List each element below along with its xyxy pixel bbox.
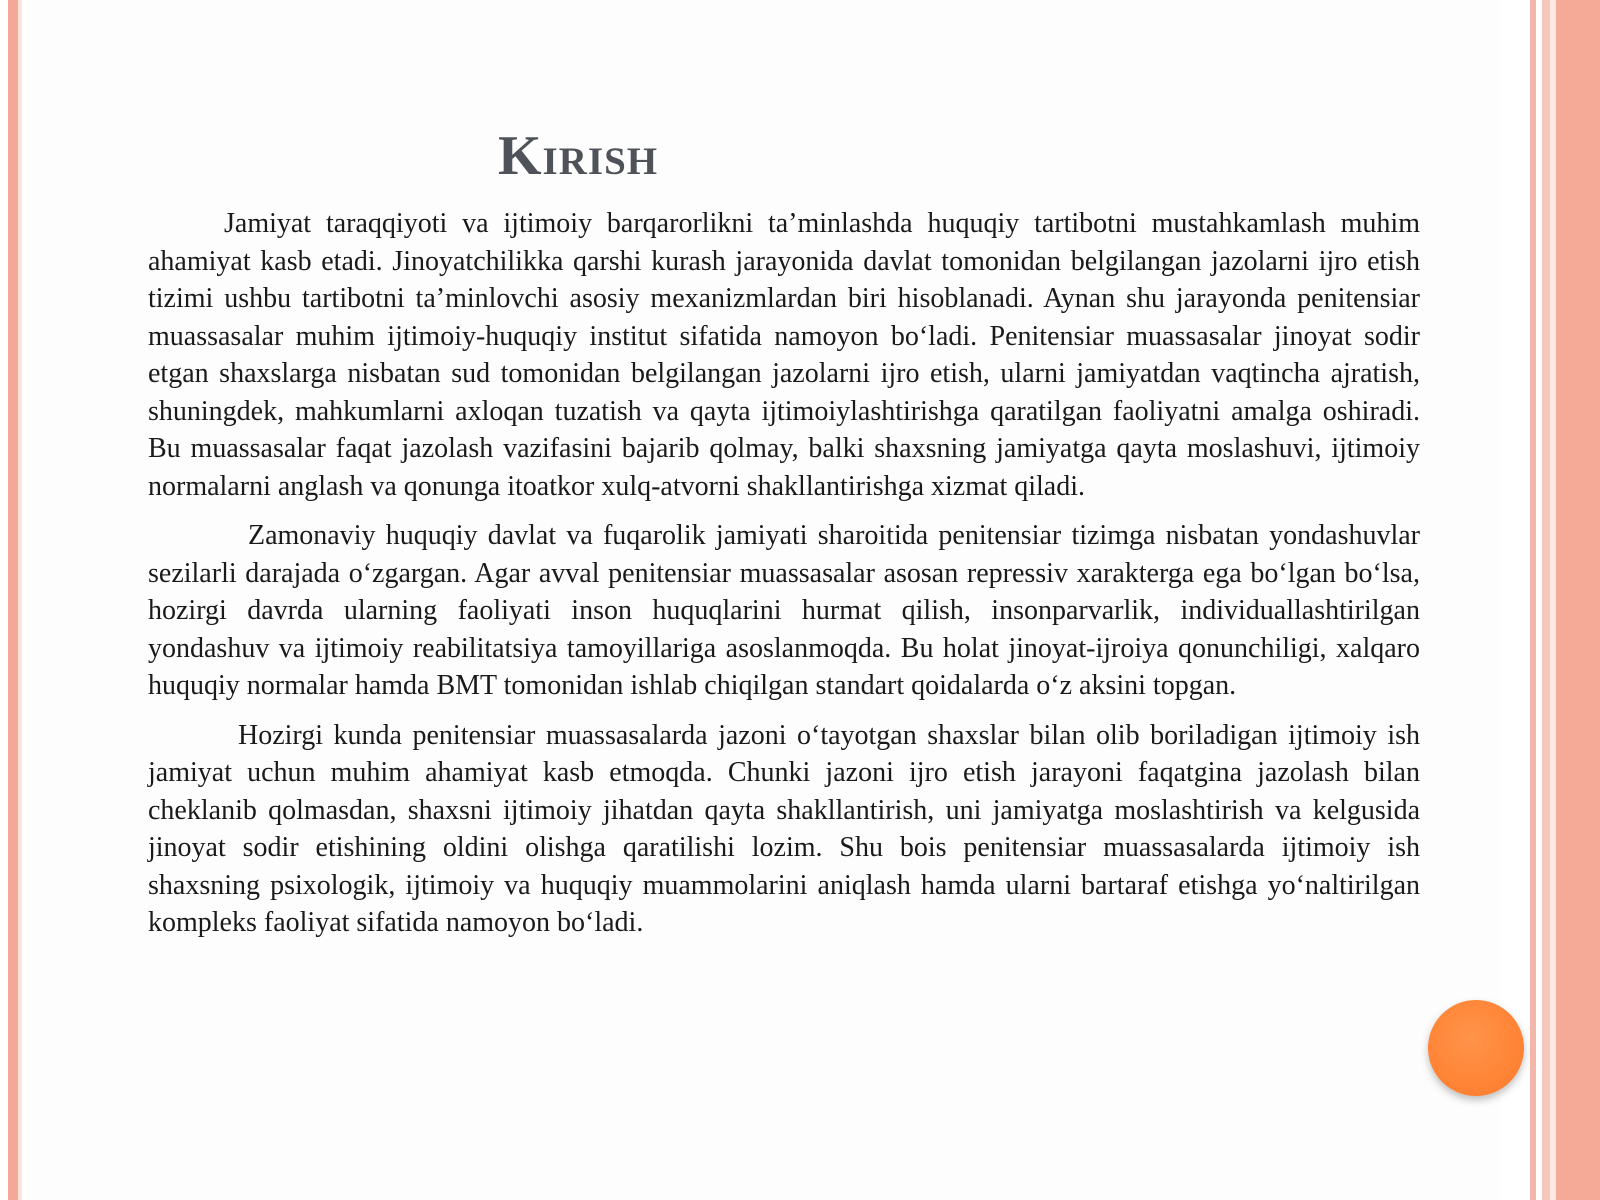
left-decorative-bar: [0, 0, 26, 1200]
slide-body: [148, 205, 1420, 954]
paragraph-2: Zamonaviy huquqiy davlat va fuqarolik jamiyati sharoitida penitensiar tizimga nisbatan yondashuvlar sezilarli darajada o‘zgargan. Agar avval penitensiar muassasalar asosan repressiv xarakterga ega bo‘lgan bo‘lsa, hozirgi davrda ularning faoliyati inson huquqlarini hurmat qilish, insonparvarlik, individuallashtirilgan yondashuv va ijtimoiy reabilitatsiya tamoyillariga asoslanmoqda. Bu holat jinoyat-ijroiya qonunchiligi, xalqaro huquqiy normalar hamda BMT tomonidan ishlab chiqilgan standart qoidalarda o‘z aksini topgan.: [148, 520, 1420, 701]
paragraph-1: Jamiyat taraqqiyoti va ijtimoiy barqarorlikni ta’minlashda huquqiy tartibotni mustahkamlash muhim ahamiyat kasb etadi. Jinoyatchilikka qarshi kurash jarayonida davlat tomonidan belgilangan jazolarni ijro etish tizimi ushbu tartibotni ta’minlovchi asosiy mexanizmlardan biri hisoblanadi. Aynan shu jarayonda penitensiar muassasalar muhim ijtimoiy-huquqiy institut sifatida namoyon bo‘ladi. Penitensiar muassasalar jinoyat sodir etgan shaxslarga nisbatan sud tomonidan belgilangan jazolarni ijro etish, ularni jamiyatdan vaqtincha ajratish, shuningdek, mahkumlarni axloqan tuzatish va qayta ijtimoiylashtirishga qaratilgan faoliyatni amalga oshiradi. Bu muassasalar faqat jazolash vazifasini bajarib qolmay, balki shaxsning jamiyatga qayta moslashuvi, ijtimoiy normalarni anglash va qonunga itoatkor xulq-atvorni shakllantirishga xizmat qiladi.: [148, 208, 1420, 502]
slide-title: Kirish: [498, 125, 659, 187]
orange-circle-decoration: [1428, 1000, 1524, 1096]
paragraph-3: Hozirgi kunda penitensiar muassasalarda jazoni o‘tayotgan shaxslar bilan olib boriladigan ijtimoiy ish jamiyat uchun muhim ahamiyat kasb etmoqda. Chunki jazoni ijro etish jarayoni faqatgina jazolash bilan cheklanib qolmasdan, shaxsni ijtimoiy jihatdan qayta shakllantirish, uni jamiyatga moslashtirish va kelgusida jinoyat sodir etishining oldini olishga qaratilishi lozim. Shu bois penitensiar muassasalarda ijtimoiy ish shaxsning psixologik, ijtimoiy va huquqiy muammolarini aniqlash hamda ularni bartaraf etishga yo‘naltirilgan kompleks faoliyat sifatida namoyon bo‘ladi.: [148, 719, 1420, 938]
